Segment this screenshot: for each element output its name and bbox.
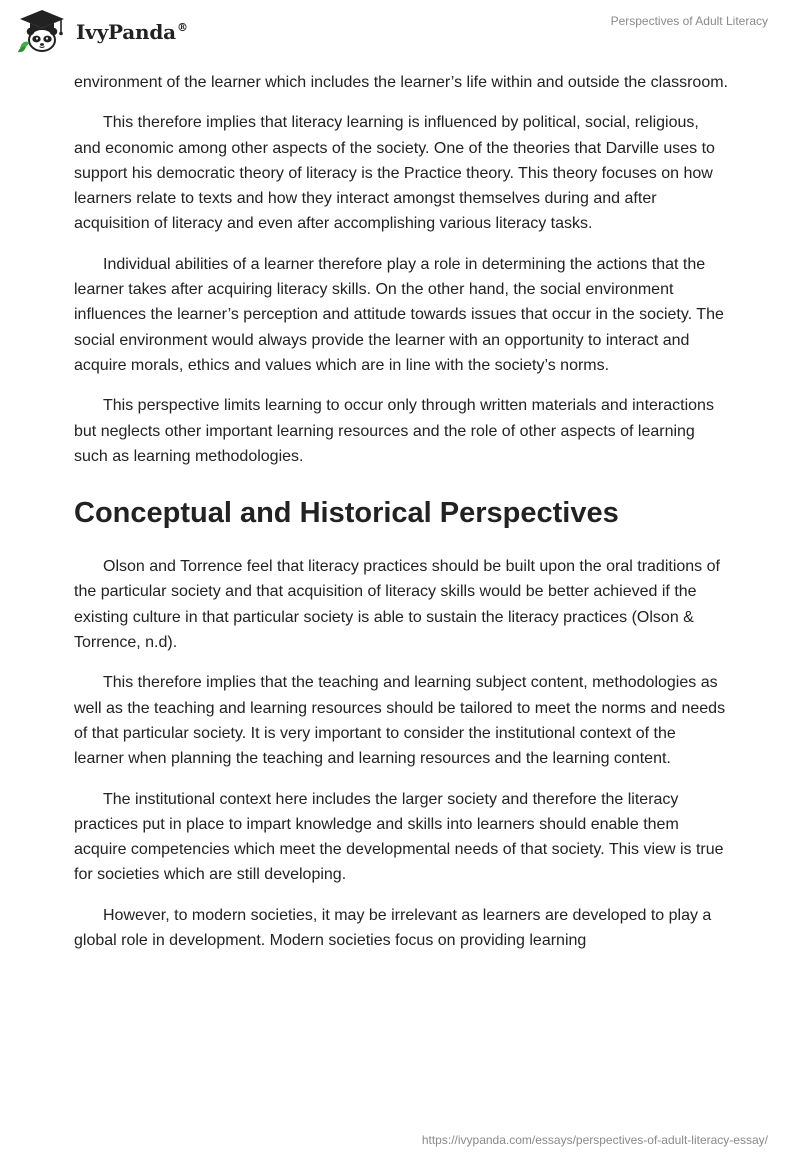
paragraph: However, to modern societies, it may be irrelevant as learners are developed to play a global role in development. Modern societies focus on providing learning (74, 906, 712, 950)
paragraph: This therefore implies that literacy learning is influenced by political, social, religious, and economic among other aspects of the society. One of the theories that Darville uses to support his democratic theory of literacy is the Practice theory. This theory focuses on how learners relate to texts and how they interact amongst themselves during and after acquisition of literacy and even after accomplishing various literacy tasks. (74, 114, 715, 233)
paragraph: This perspective limits learning to occur only through written materials and interactions but neglects other important learning resources and the role of other aspects of learning such as learning methodologies. (74, 397, 714, 465)
logo-wordmark (76, 20, 188, 44)
paragraph: Olson and Torrence feel that literacy practices should be built upon the oral traditions of the particular society and that acquisition of literacy skills would be better achieved if the existing culture in that particular society is able to sustain the literacy practices (Olson & Torrence, n.d). (74, 558, 720, 652)
essay-body (74, 70, 729, 968)
paragraph: This therefore implies that the teaching and learning subject content, methodologies as well as the teaching and learning resources should be tailored to meet the norms and needs of that particular society. It is very important to consider the institutional context of the learner when planning the teaching and learning resources and the learning content. (74, 674, 726, 768)
logo-text: IvyPanda (76, 20, 176, 44)
ivypanda-logo[interactable] (16, 8, 188, 54)
section-heading: Conceptual and Historical Perspectives (74, 497, 619, 530)
document-title: Perspectives of Adult Literacy (610, 14, 768, 28)
paragraph: Individual abilities of a learner therefore play a role in determining the actions that the learner takes after acquiring literacy skills. On the other hand, the social environment influences the learner’s perception and attitude towards issues that occur in the society. The social environment would always provide the learner with an opportunity to interact and acquire morals, ethics and values which are in line with the society’s norms. (74, 255, 724, 374)
paragraph: The institutional context here includes the larger society and therefore the literacy practices put in place to impart knowledge and skills into learners should enable them acquire competencies which meet the developmental needs of that society. This view is true for societies which are still developing. (74, 790, 724, 884)
panda-graduation-cap-icon (16, 8, 68, 54)
registered-mark: ® (176, 21, 188, 35)
source-url[interactable]: https://ivypanda.com/essays/perspectives-of-adult-literacy-essay/ (421, 1133, 768, 1147)
paragraph: environment of the learner which includes the learner’s life within and outside the classroom. (74, 74, 728, 91)
page-header (0, 0, 800, 64)
